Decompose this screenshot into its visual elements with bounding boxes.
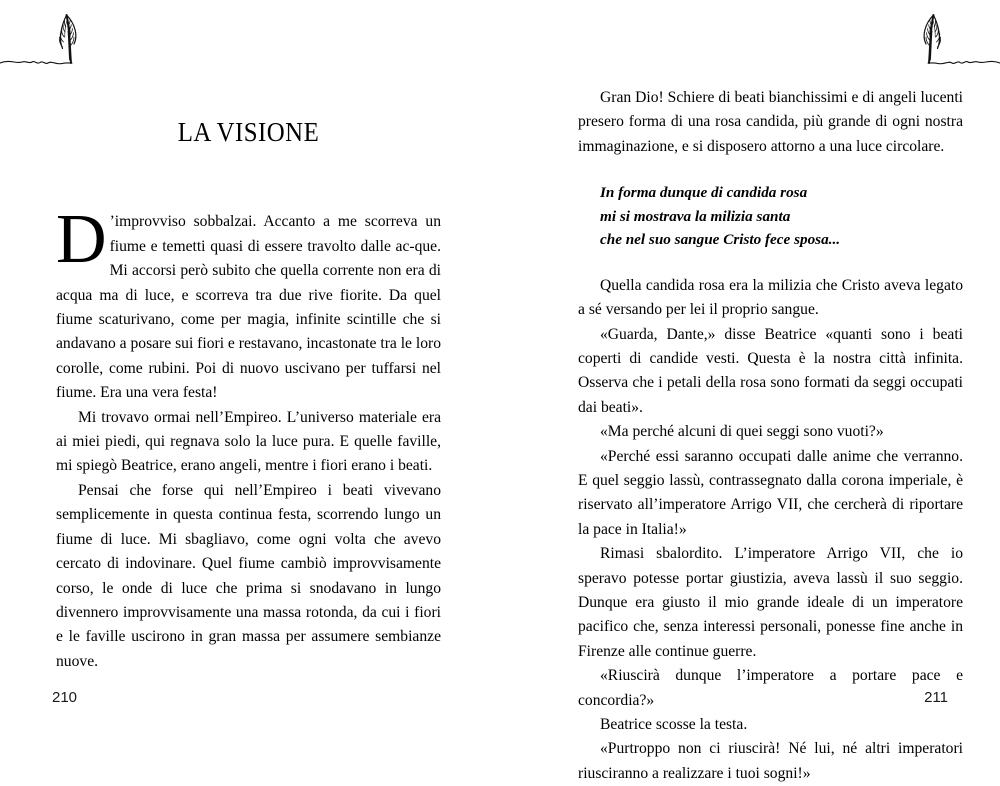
paragraph: Mi trovavo ormai nell’Empireo. L’universo materiale era ai miei piedi, qui regnava solo la luce pura. E quelle faville, mi spiegò Beatrice, erano angeli, mentre i fiori erano i beati. [56, 408, 441, 475]
paragraph: «Ma perché alcuni di quei seggi sono vuoti?» [600, 423, 884, 441]
verse-line: mi si mostrava la milizia santa [600, 207, 791, 225]
paragraph: Rimasi sbalordito. L’imperatore Arrigo VII, che io speravo potesse portar giustizia, aveva lassù il suo seggio. Dunque era giusto il mio grande ideale di un imperatore pacifico che, senza interessi personali, ponesse fine anche in Firenze alle continue guerre. [578, 545, 963, 660]
paragraph: «Guarda, Dante,» disse Beatrice «quanti sono i beati coperti di candide vesti. Questa è la nostra città infinita. Osserva che i petali della rosa sono formati da seggi occupati dai beati». [578, 325, 963, 416]
page-number: 211 [924, 689, 948, 706]
right-page-text-column [578, 86, 963, 786]
chapter-title: LA VISIONE [177, 117, 320, 147]
paragraph: «Perché essi saranno occupati dalle anime che verranno. E quel seggio lassù, contrassegnato dalla corona imperiale, è riservato all’imperatore Arrigo VII, che cercherà di riportare la pace in Italia!» [578, 447, 963, 538]
right-page [500, 0, 1000, 782]
drop-cap-letter: D [56, 201, 107, 279]
left-page-text-column [56, 117, 441, 674]
verse-line: che nel suo sangue Cristo fece sposa... [600, 231, 841, 249]
page-number: 210 [52, 689, 78, 706]
paragraph-with-dropcap [56, 201, 441, 405]
paragraph: «Purtroppo non ci riuscirà! Né lui, né altri imperatori riusciranno a realizzare i tuoi sogni!» [578, 740, 963, 782]
verse-quotation [578, 181, 963, 252]
left-page [0, 0, 500, 741]
paragraph: Beatrice scosse la testa. [600, 716, 748, 734]
paragraph: «Riuscirà dunque l’imperatore a portare pace e concordia?» [578, 667, 963, 709]
verse-line: In forma dunque di candida rosa [600, 184, 808, 202]
paragraph-text: ’improvviso sobbalzai. Accanto a me scorreva un fiume e temetti quasi di essere travolto dalle ac-que. Mi accorsi però subito che quella corrente non era di acqua ma di luce, e scorreva tra due rive fiorite. Da quel fiume scaturivano, come per magia, infinite scintille che si andavano a posare sui fiori e restavano, incastonate tra le loro corolle, come rubini. Poi di nuovo uscivano per tuffarsi nel fiume. Era una vera festa! [56, 213, 441, 402]
paragraph: Pensai che forse qui nell’Empireo i beati vivevano semplicemente in questa continua festa, scorrendo lungo un fiume di luce. Mi sbagliavo, come ogni volta che avevo cercato di indovinare. Quel fiume cambiò improvvisamente corso, le onde di luce che prima si snodavano in lungo divennero improvvisamente una massa rotonda, da cui i fiori e le faville uscirono in gran massa per assumere sembianze nuove. [56, 481, 441, 670]
paragraph: Quella candida rosa era la milizia che Cristo aveva legato a sé versando per lei il proprio sangue. [578, 276, 963, 319]
paragraph: Gran Dio! Schiere di beati bianchissimi e di angeli lucenti presero forma di una rosa candida, più grande di ogni nostra immaginazione, e si disposero attorno a una luce circolare. [578, 89, 963, 155]
